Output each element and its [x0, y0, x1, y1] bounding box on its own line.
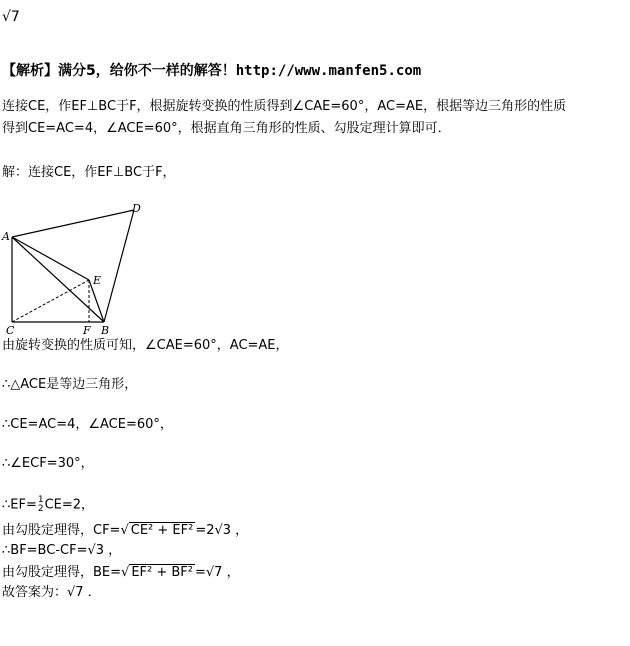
analysis-url: http://www.manfen5.com [235, 63, 422, 79]
step6-suffix: =2√3 ， [195, 523, 249, 538]
solution-intro: 解：连接CE，作EF⊥BC于F， [2, 165, 176, 180]
analysis-title: 【解析】满分5，给你不一样的解答！ [2, 63, 236, 79]
segment-ad [12, 210, 134, 237]
solution-step-2: ∴△ACE是等边三角形， [2, 377, 138, 392]
solution-step-4: ∴∠ECF=30°， [2, 456, 94, 471]
segment-ab [12, 237, 104, 322]
solution-step-8 [2, 564, 240, 582]
analysis-line-2: 得到CE=AC=4，∠ACE=60°，根据直角三角形的性质、勾股定理计算即可． [2, 121, 451, 136]
step5-suffix: CE=2， [44, 497, 95, 513]
fraction-denominator: 2 [37, 504, 44, 514]
fraction-one-half [38, 496, 44, 514]
analysis-heading [2, 62, 421, 80]
analysis-line-1: 连接CE，作EF⊥BC于F，根据旋转变换的性质得到∠CAE=60°，AC=AE，根据等边三角形的性质 [2, 99, 567, 114]
solution-step-6 [2, 522, 248, 540]
label-c: C [6, 324, 15, 336]
radicand-ef-bf: EF² + BF² [131, 565, 193, 580]
step6-prefix: 由勾股定理得，CF= [2, 523, 121, 538]
label-d: D [132, 202, 141, 215]
geometry-figure [0, 200, 180, 336]
radicand-ce-ef: CE² + EF² [130, 523, 194, 538]
segment-db [104, 210, 134, 322]
answer-header: √7 [2, 9, 20, 25]
fraction-numerator: 1 [37, 495, 44, 505]
label-b: B [101, 324, 110, 336]
label-e: E [93, 274, 102, 287]
solution-step-3: ∴CE=AC=4，∠ACE=60°， [2, 417, 173, 432]
sqrt-ce-ef: √ CE² + EF² [120, 523, 194, 538]
solution-step-5 [2, 496, 94, 515]
step8-suffix: =√7 ， [195, 565, 240, 580]
segment-ce [12, 280, 89, 322]
label-f: F [83, 324, 91, 336]
label-a: A [2, 230, 10, 243]
final-answer: 故答案为：√7 ． [2, 585, 101, 600]
step5-prefix: ∴EF= [2, 497, 37, 513]
solution-step-1: 由旋转变换的性质可知，∠CAE=60°，AC=AE， [2, 338, 289, 353]
step8-prefix: 由勾股定理得，BE= [2, 565, 122, 580]
segment-ae [12, 237, 89, 280]
sqrt-ef-bf: √ EF² + BF² [121, 565, 193, 580]
solution-step-7: ∴BF=BC-CF=√3 ， [2, 543, 122, 558]
